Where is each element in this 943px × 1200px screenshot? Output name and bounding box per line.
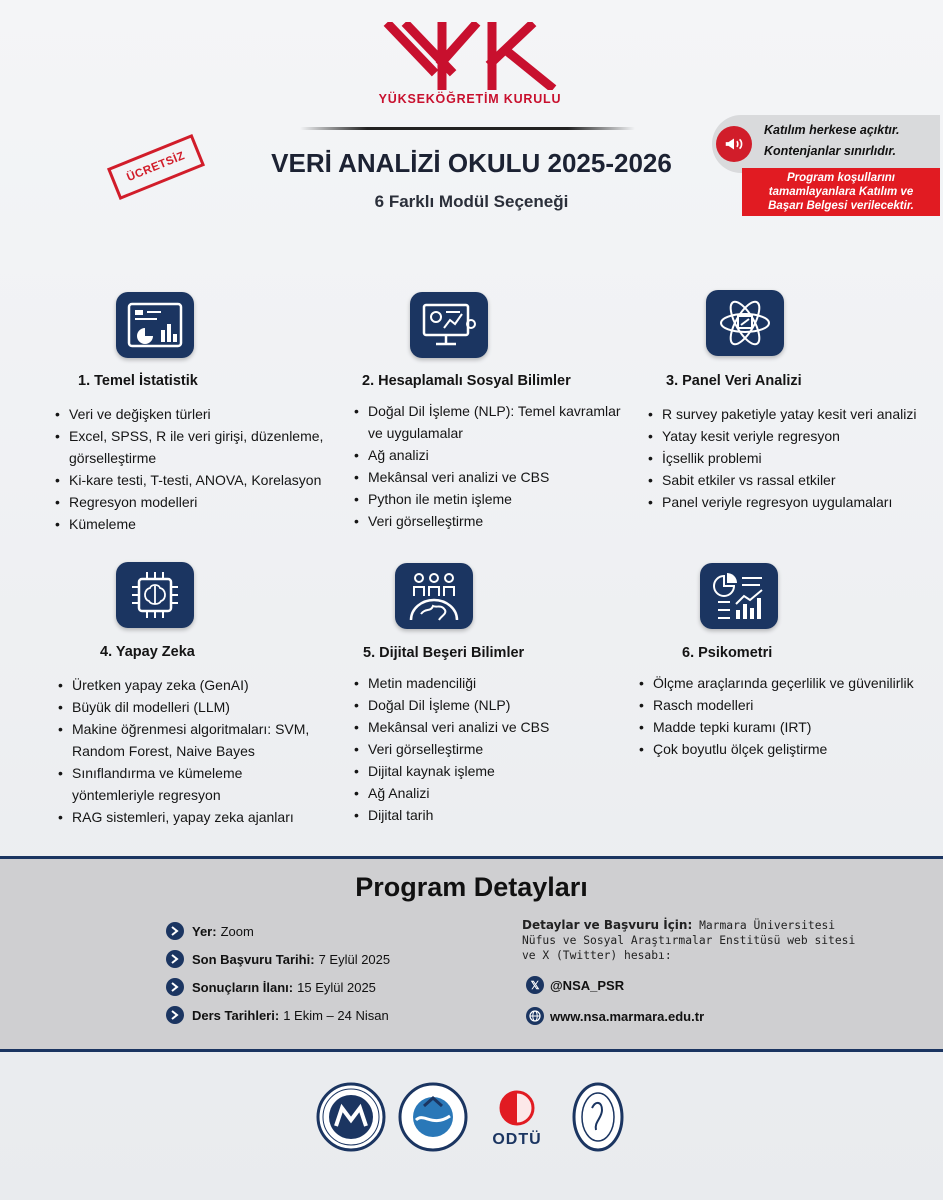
twitter-handle[interactable]: [526, 975, 624, 995]
detail-value: Zoom: [220, 923, 254, 939]
list-item: • Ki-kare testi, T-testi, ANOVA, Korelasyon: [55, 469, 325, 491]
page-title: VERİ ANALİZİ OKULU 2025-2026: [271, 148, 672, 178]
detail-label: Son Başvuru Tarihi:: [192, 951, 315, 967]
list-item: • Sabit etkiler vs rassal etkiler: [648, 469, 938, 491]
module-2-list: [354, 400, 634, 532]
module-1-title: 1. Temel İstatistik: [78, 373, 198, 389]
page-subtitle: 6 Farklı Modül Seçeneği: [374, 192, 569, 211]
module-1-list: [55, 403, 325, 535]
contact-info: [522, 918, 862, 963]
header-divider: [300, 127, 635, 130]
certificate-line-1: Program koşullarını: [786, 172, 895, 184]
module-4-title: 4. Yapay Zeka: [100, 644, 195, 660]
list-item: • Doğal Dil İşleme (NLP): [354, 694, 634, 716]
free-stamp: ÜCRETSİZ: [107, 134, 205, 200]
list-item: • RAG sistemleri, yapay zeka ajanları: [58, 806, 328, 828]
list-item: • Veri görselleştirme: [354, 738, 634, 760]
website-text: www.nsa.marmara.edu.tr: [550, 1008, 705, 1024]
detail-results: [166, 978, 376, 996]
contact-text: Marmara Üniversitesi Nüfus ve Sosyal Araştırmalar Enstitüsü web sitesi ve X (Twitter) hesabı:: [522, 919, 856, 962]
list-item: • Metin madenciliği: [354, 672, 634, 694]
detail-deadline: [166, 950, 390, 968]
certificate-line-2: tamamlayanlara Katılım ve: [768, 186, 914, 198]
chevron-right-icon: [166, 978, 184, 996]
module-2-title: 2. Hesaplamalı Sosyal Bilimler: [362, 373, 571, 389]
notice-line-1: Katılım herkese açıktır.: [764, 123, 900, 137]
notice-banner: [712, 115, 940, 173]
module-5-title: 5. Dijital Beşeri Bilimler: [363, 645, 525, 661]
list-item: • Ağ Analizi: [354, 782, 634, 804]
module-6-title: 6. Psikometri: [682, 645, 773, 661]
list-item: • R survey paketiyle yatay kesit veri analizi: [648, 403, 938, 425]
list-item: • Rasch modelleri: [639, 694, 934, 716]
list-item: • Dijital kaynak işleme: [354, 760, 634, 782]
odtu-text: ODTÜ: [492, 1131, 542, 1148]
list-item: • Kümeleme: [55, 513, 325, 535]
list-item: • Makine öğrenmesi algoritmaları: SVM, Random Forest, Naive Bayes: [58, 718, 328, 762]
list-item: • Çok boyutlu ölçek geliştirme: [639, 738, 934, 760]
module-4-list: [58, 674, 328, 828]
list-item: • Üretken yapay zeka (GenAI): [58, 674, 328, 696]
module-3-list: [648, 403, 938, 513]
detail-location: [166, 922, 254, 940]
certificate-notice: [742, 168, 940, 216]
list-item: • Sınıflandırma ve kümeleme yöntemleriyle regresyon: [58, 762, 328, 806]
list-item: • Ölçme araçlarında geçerlilik ve güvenilirlik: [639, 672, 934, 694]
list-item: • Mekânsal veri analizi ve CBS: [354, 716, 634, 738]
people-globe-icon: [395, 563, 473, 629]
module-3-title: 3. Panel Veri Analizi: [666, 373, 802, 389]
list-item: • Regresyon modelleri: [55, 491, 325, 513]
module-6-list: [639, 672, 934, 760]
atom-icon: [706, 290, 784, 356]
list-item: • Ağ analizi: [354, 444, 634, 466]
list-item: • Yatay kesit veriyle regresyon: [648, 425, 938, 447]
list-item: • Python ile metin işleme: [354, 488, 634, 510]
globe-icon: [526, 1007, 544, 1025]
detail-label: Sonuçların İlanı:: [192, 979, 294, 995]
detail-label: Yer:: [192, 923, 217, 939]
contact-label: Detaylar ve Başvuru İçin:: [522, 918, 693, 932]
website-link[interactable]: [526, 1006, 704, 1026]
detail-label: Ders Tarihleri:: [192, 1007, 280, 1023]
list-item: • Veri görselleştirme: [354, 510, 634, 532]
yok-emblem-icon: [380, 22, 560, 90]
chevron-right-icon: [166, 1006, 184, 1024]
list-item: • Panel veriyle regresyon uygulamaları: [648, 491, 938, 513]
module-5-list: [354, 672, 634, 826]
list-item: • Büyük dil modelleri (LLM): [58, 696, 328, 718]
detail-course-dates: [166, 1006, 389, 1024]
yok-logo: [370, 22, 570, 106]
list-item: • Mekânsal veri analizi ve CBS: [354, 466, 634, 488]
list-item: • Veri ve değişken türleri: [55, 403, 325, 425]
odtu-emblem-icon: [497, 1090, 537, 1126]
report-chart-icon: [700, 563, 778, 629]
monitor-analytics-icon: [410, 292, 488, 358]
list-item: • Excel, SPSS, R ile veri girişi, düzenleme, görselleştirme: [55, 425, 325, 469]
itu-logo: [572, 1082, 624, 1152]
marmara-university-logo: [316, 1082, 386, 1152]
detail-value: 1 Ekim – 24 Nisan: [283, 1007, 389, 1023]
detail-value: 7 Eylül 2025: [318, 951, 391, 967]
detail-value: 15 Eylül 2025: [297, 979, 376, 995]
ai-chip-brain-icon: [116, 562, 194, 628]
list-item: • Madde tepki kuramı (IRT): [639, 716, 934, 738]
list-item: • Doğal Dil İşleme (NLP): Temel kavramlar ve uygulamalar: [354, 400, 634, 444]
notice-line-2: Kontenjanlar sınırlıdır.: [764, 144, 896, 158]
logo-caption: YÜKSEKÖĞRETİM KURULU: [378, 92, 562, 106]
megaphone-icon: [716, 126, 752, 162]
chevron-right-icon: [166, 922, 184, 940]
odtu-logo: [486, 1090, 548, 1149]
program-details-title: Program Detayları: [355, 872, 588, 902]
certificate-line-3: Başarı Belgesi verilecektir.: [768, 200, 914, 212]
list-item: • Dijital tarih: [354, 804, 634, 826]
list-item: • İçsellik problemi: [648, 447, 938, 469]
x-twitter-icon: 𝕏: [526, 976, 544, 994]
chevron-right-icon: [166, 950, 184, 968]
twitter-text: @NSA_PSR: [550, 977, 625, 993]
bogazici-university-logo: [398, 1082, 468, 1152]
dashboard-icon: [116, 292, 194, 358]
